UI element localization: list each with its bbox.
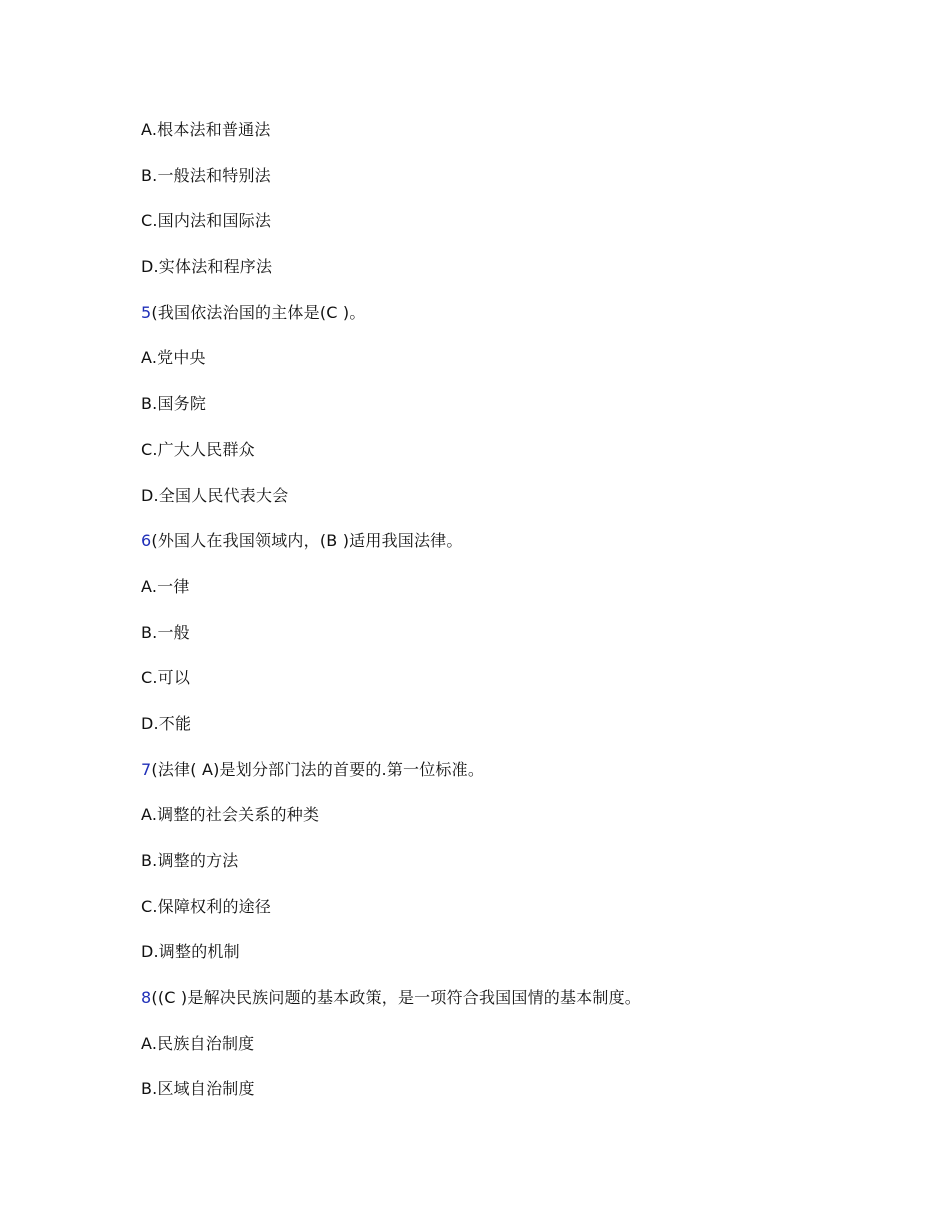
document-body — [141, 117, 901, 1122]
question-number: 5 — [141, 302, 152, 322]
option-c-q5: C.广大人民群众 — [141, 439, 255, 459]
question-number: 8 — [141, 988, 152, 1008]
question-text: ((C )是解决民族问题的基本政策，是一项符合我国国情的基本制度。 — [151, 988, 641, 1008]
question-text: (外国人在我国领域内，(B )适用我国法律。 — [151, 531, 463, 551]
option-b-q7: B.调整的方法 — [141, 851, 239, 870]
option-b-q6: B.一般 — [141, 622, 190, 642]
option-a-q6: A.一律 — [141, 576, 190, 596]
question-8 — [141, 985, 901, 1031]
question-number: 7 — [141, 759, 152, 779]
question-text: (法律( A)是划分部门法的首要的.第一位标准。 — [151, 759, 485, 779]
question-number: 6 — [141, 531, 152, 551]
option-b-q5: B.国务院 — [141, 394, 207, 414]
option-b-q8: B.区域自治制度 — [141, 1079, 255, 1099]
option-b-q4: B.一般法和特别法 — [141, 165, 271, 185]
option-c-q4: C.国内法和国际法 — [141, 211, 272, 231]
option-a-q8: A.民族自治制度 — [141, 1033, 255, 1053]
option-d-q4: D.实体法和程序法 — [141, 257, 273, 277]
question-5 — [141, 300, 901, 346]
question-6 — [141, 528, 901, 574]
option-a-q7: A.调整的社会关系的种类 — [141, 805, 320, 825]
option-a-q4: A.根本法和普通法 — [141, 120, 271, 139]
question-text: (我国依法治国的主体是(C )。 — [151, 302, 366, 322]
option-d-q5: D.全国人民代表大会 — [141, 485, 289, 505]
option-d-q7: D.调整的机制 — [141, 942, 240, 962]
option-d-q6: D.不能 — [141, 713, 192, 733]
option-a-q5: A.党中央 — [141, 348, 206, 368]
option-c-q7: C.保障权利的途径 — [141, 896, 272, 916]
option-c-q6: C.可以 — [141, 668, 191, 688]
question-7 — [141, 757, 901, 803]
